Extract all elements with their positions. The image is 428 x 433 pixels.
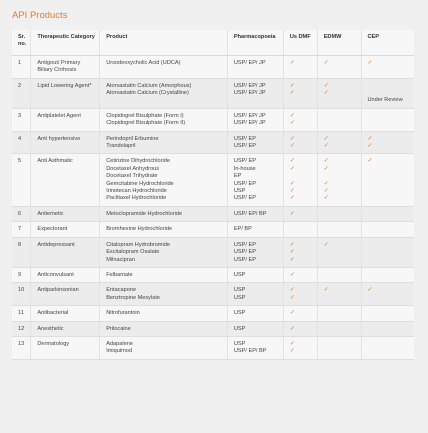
table-row — [12, 131, 414, 154]
pharmacopoeia-line: USP/ EP/ BP — [233, 210, 267, 217]
check-icon: ✓ — [323, 287, 329, 294]
check-icon: ✓ — [323, 135, 329, 142]
cell-sr-no: 13 — [12, 336, 31, 359]
pharmacopoeia-line: USP/ EP/ JP — [233, 90, 266, 97]
cell-edmw — [317, 336, 361, 359]
product-line: Ursodeoxycholic Acid (UDCA) — [106, 59, 181, 66]
pharmacopoeia-line: USP/ EP/ JP — [233, 120, 266, 127]
cell-cep — [361, 78, 414, 108]
cell-cep — [361, 108, 414, 131]
product-line: Prilocaine — [106, 325, 131, 332]
cell-therapeutic-category: Antibacterial — [31, 306, 100, 321]
cell-sr-no: 11 — [12, 306, 31, 321]
header-edmw: EDMW — [317, 30, 361, 55]
product-line: Atorvastatin Calcium (Crystalline) — [106, 90, 189, 97]
cell-sr-no: 4 — [12, 131, 31, 154]
cell-sr-no: 5 — [12, 154, 31, 206]
cell-us-dmf — [283, 306, 317, 321]
check-icon: ✓ — [323, 241, 329, 248]
cell-cep — [361, 267, 414, 282]
product-line: Docetaxel Anhydrous — [106, 165, 160, 172]
check-icon: ✓ — [289, 310, 295, 317]
pharmacopoeia-line: USP — [233, 271, 246, 278]
cell-product — [100, 336, 228, 359]
empty-line — [368, 83, 410, 90]
cell-product — [100, 222, 228, 237]
cell-us-dmf — [283, 206, 317, 221]
product-line: Entacapone — [106, 287, 137, 294]
table-row — [12, 336, 414, 359]
section-title: API Products — [12, 10, 68, 21]
check-icon: ✓ — [323, 195, 329, 202]
table-row — [12, 222, 414, 237]
pharmacopoeia-line: USP/ EP — [233, 135, 256, 142]
cell-pharmacopoeia — [227, 206, 283, 221]
check-icon: ✓ — [367, 143, 373, 150]
cell-therapeutic-category: Antiparkinsonian — [31, 283, 100, 306]
pharmacopoeia-line: USP/ EP — [233, 195, 256, 202]
product-line: Milnacipran — [106, 256, 135, 263]
cell-therapeutic-category: Anticonvulsant — [31, 267, 100, 282]
cell-pharmacopoeia — [227, 154, 283, 206]
check-icon: ✓ — [289, 120, 295, 127]
cell-cep — [361, 336, 414, 359]
product-line: Docetaxel Trihydrate — [106, 173, 158, 180]
cell-therapeutic-category: Anti hypertensive — [31, 131, 100, 154]
product-line: Cetirizine Dihydrochloride — [106, 158, 170, 165]
check-icon: ✓ — [289, 188, 295, 195]
cell-sr-no: 7 — [12, 222, 31, 237]
status-text: Under Review — [367, 97, 403, 104]
table-row — [12, 206, 414, 221]
cell-edmw — [317, 154, 361, 206]
check-icon: ✓ — [367, 158, 373, 165]
table-header-row — [12, 30, 414, 55]
check-icon: ✓ — [323, 82, 329, 89]
cell-cep — [361, 55, 414, 78]
check-icon: ✓ — [367, 59, 373, 66]
cell-edmw — [317, 237, 361, 267]
cell-cep — [361, 131, 414, 154]
cell-pharmacopoeia — [227, 78, 283, 108]
pharmacopoeia-line: USP/ EP/ JP — [233, 82, 266, 89]
cell-cep — [361, 154, 414, 206]
cell-therapeutic-category: Dermatology — [31, 336, 100, 359]
product-line: Atorvastatin Calcium (Amorphous) — [106, 82, 192, 89]
check-icon: ✓ — [289, 256, 295, 263]
cell-pharmacopoeia — [227, 306, 283, 321]
check-icon: ✓ — [323, 59, 329, 66]
check-icon: ✓ — [289, 249, 295, 256]
cell-pharmacopoeia — [227, 55, 283, 78]
table-row — [12, 267, 414, 282]
cell-product — [100, 78, 228, 108]
cell-cep — [361, 206, 414, 221]
table-row — [12, 78, 414, 108]
cell-cep — [361, 222, 414, 237]
cell-edmw — [317, 108, 361, 131]
pharmacopoeia-line: EP/ BP — [233, 226, 252, 233]
cell-therapeutic-category: Antidepressant — [31, 237, 100, 267]
cell-product — [100, 206, 228, 221]
product-line: Irinotecan Hydrochloride — [106, 188, 167, 195]
check-icon: ✓ — [289, 165, 295, 172]
cell-us-dmf — [283, 78, 317, 108]
cell-product — [100, 154, 228, 206]
cell-cep — [361, 237, 414, 267]
check-icon: ✓ — [289, 135, 295, 142]
cell-pharmacopoeia — [227, 222, 283, 237]
check-icon: ✓ — [289, 271, 295, 278]
pharmacopoeia-line: USP/ EP — [233, 143, 256, 150]
cell-product — [100, 131, 228, 154]
cell-cep — [361, 321, 414, 336]
cell-sr-no: 8 — [12, 237, 31, 267]
cell-pharmacopoeia — [227, 131, 283, 154]
pharmacopoeia-line: USP/ EP — [233, 158, 256, 165]
check-icon: ✓ — [289, 180, 295, 187]
product-line: Trandolapril — [106, 143, 136, 150]
check-icon: ✓ — [323, 165, 329, 172]
cell-product — [100, 237, 228, 267]
cell-pharmacopoeia — [227, 283, 283, 306]
cell-sr-no: 9 — [12, 267, 31, 282]
check-icon: ✓ — [289, 287, 295, 294]
cell-product — [100, 55, 228, 78]
check-icon: ✓ — [323, 188, 329, 195]
check-icon: ✓ — [289, 210, 295, 217]
cell-edmw — [317, 321, 361, 336]
pharmacopoeia-line: USP/ EP — [233, 256, 256, 263]
table-row — [12, 306, 414, 321]
empty-line — [290, 173, 313, 180]
cell-therapeutic-category: Antiemetic — [31, 206, 100, 221]
cell-product — [100, 267, 228, 282]
cell-sr-no: 12 — [12, 321, 31, 336]
api-products-table — [12, 30, 414, 360]
table-row — [12, 108, 414, 131]
check-icon: ✓ — [323, 143, 329, 150]
check-icon: ✓ — [289, 340, 295, 347]
cell-pharmacopoeia — [227, 108, 283, 131]
product-line: Escitalopram Oxalate — [106, 249, 160, 256]
header-cep: CEP — [361, 30, 414, 55]
empty-line — [368, 90, 410, 97]
pharmacopoeia-line: USP — [233, 340, 246, 347]
cell-product — [100, 321, 228, 336]
cell-cep — [361, 306, 414, 321]
table-row — [12, 55, 414, 78]
product-line: Felbamate — [106, 271, 133, 278]
pharmacopoeia-line: USP — [233, 310, 246, 317]
cell-us-dmf — [283, 321, 317, 336]
check-icon: ✓ — [323, 90, 329, 97]
product-line: Citalopram Hydrobromide — [106, 241, 170, 248]
product-line: Metoclopramide Hydrochloride — [106, 210, 183, 217]
check-icon: ✓ — [289, 112, 295, 119]
pharmacopoeia-line: USP — [233, 325, 246, 332]
pharmacopoeia-line: USP/ EP/ JP — [233, 112, 266, 119]
pharmacopoeia-line: EP — [233, 173, 242, 180]
product-line: Bromhexine Hydrochloride — [106, 226, 173, 233]
product-line: Clopidogrel Bisulphate (Form II) — [106, 120, 186, 127]
cell-us-dmf — [283, 154, 317, 206]
table-row — [12, 321, 414, 336]
cell-us-dmf — [283, 222, 317, 237]
cell-sr-no: 2 — [12, 78, 31, 108]
product-line: Adapalene — [106, 340, 133, 347]
cell-edmw — [317, 283, 361, 306]
cell-product — [100, 283, 228, 306]
cell-us-dmf — [283, 108, 317, 131]
check-icon: ✓ — [367, 135, 373, 142]
check-icon: ✓ — [367, 287, 373, 294]
cell-therapeutic-category: Antigout/ Primary Biliary Cirrhosis — [31, 55, 100, 78]
cell-sr-no: 10 — [12, 283, 31, 306]
cell-edmw — [317, 78, 361, 108]
cell-us-dmf — [283, 131, 317, 154]
pharmacopoeia-line: USP — [233, 188, 246, 195]
table-row — [12, 283, 414, 306]
check-icon: ✓ — [289, 158, 295, 165]
cell-pharmacopoeia — [227, 321, 283, 336]
pharmacopoeia-line: USP — [233, 287, 246, 294]
pharmacopoeia-line: USP/ EP/ BP — [233, 348, 267, 355]
cell-sr-no: 3 — [12, 108, 31, 131]
pharmacopoeia-line: USP/ EP/ JP — [233, 59, 266, 66]
cell-pharmacopoeia — [227, 237, 283, 267]
cell-product — [100, 108, 228, 131]
cell-therapeutic-category: Anti Asthmatic — [31, 154, 100, 206]
cell-therapeutic-category: Anesthetic — [31, 321, 100, 336]
pharmacopoeia-line: USP — [233, 294, 246, 301]
check-icon: ✓ — [289, 195, 295, 202]
cell-edmw — [317, 206, 361, 221]
cell-product — [100, 306, 228, 321]
header-us-dmf: Us DMF — [283, 30, 317, 55]
check-icon: ✓ — [323, 180, 329, 187]
cell-sr-no: 6 — [12, 206, 31, 221]
header-pharmacopoeia: Pharmacopoeia — [227, 30, 283, 55]
check-icon: ✓ — [289, 241, 295, 248]
table-row — [12, 237, 414, 267]
product-line: Imiquimod — [106, 348, 133, 355]
product-line: Perindopril Erbumine — [106, 135, 159, 142]
product-line: Nitrofurantoin — [106, 310, 140, 317]
pharmacopoeia-line: USP/ EP — [233, 180, 256, 187]
cell-edmw — [317, 267, 361, 282]
cell-us-dmf — [283, 237, 317, 267]
check-icon: ✓ — [289, 294, 295, 301]
header-therapeutic-category: Therapeutic Category — [31, 30, 100, 55]
check-icon: ✓ — [289, 90, 295, 97]
empty-line — [324, 173, 357, 180]
check-icon: ✓ — [289, 143, 295, 150]
check-icon: ✓ — [289, 82, 295, 89]
cell-us-dmf — [283, 267, 317, 282]
cell-therapeutic-category: Lipid Lowering Agent* — [31, 78, 100, 108]
cell-us-dmf — [283, 55, 317, 78]
cell-edmw — [317, 222, 361, 237]
cell-sr-no: 1 — [12, 55, 31, 78]
cell-pharmacopoeia — [227, 267, 283, 282]
check-icon: ✓ — [323, 158, 329, 165]
cell-us-dmf — [283, 336, 317, 359]
pharmacopoeia-line: USP/ EP — [233, 241, 256, 248]
header-sr-no: Sr. no. — [12, 30, 31, 55]
cell-cep — [361, 283, 414, 306]
cell-edmw — [317, 55, 361, 78]
cell-pharmacopoeia — [227, 336, 283, 359]
product-line: Clopidogrel Bisulphate (Form I) — [106, 112, 184, 119]
check-icon: ✓ — [289, 348, 295, 355]
product-line: Gemcitabine Hydrochloride — [106, 180, 174, 187]
cell-edmw — [317, 306, 361, 321]
pharmacopoeia-line: USP/ EP — [233, 249, 256, 256]
table-row — [12, 154, 414, 206]
header-product: Product — [100, 30, 228, 55]
product-line: Benztropine Mesylate — [106, 294, 160, 301]
cell-edmw — [317, 131, 361, 154]
check-icon: ✓ — [289, 325, 295, 332]
pharmacopoeia-line: In-house — [233, 165, 256, 172]
product-line: Paclitaxel Hydrochloride — [106, 195, 167, 202]
cell-therapeutic-category: Expectorant — [31, 222, 100, 237]
cell-therapeutic-category: Antiplatelet Agent — [31, 108, 100, 131]
cell-us-dmf — [283, 283, 317, 306]
check-icon: ✓ — [289, 59, 295, 66]
